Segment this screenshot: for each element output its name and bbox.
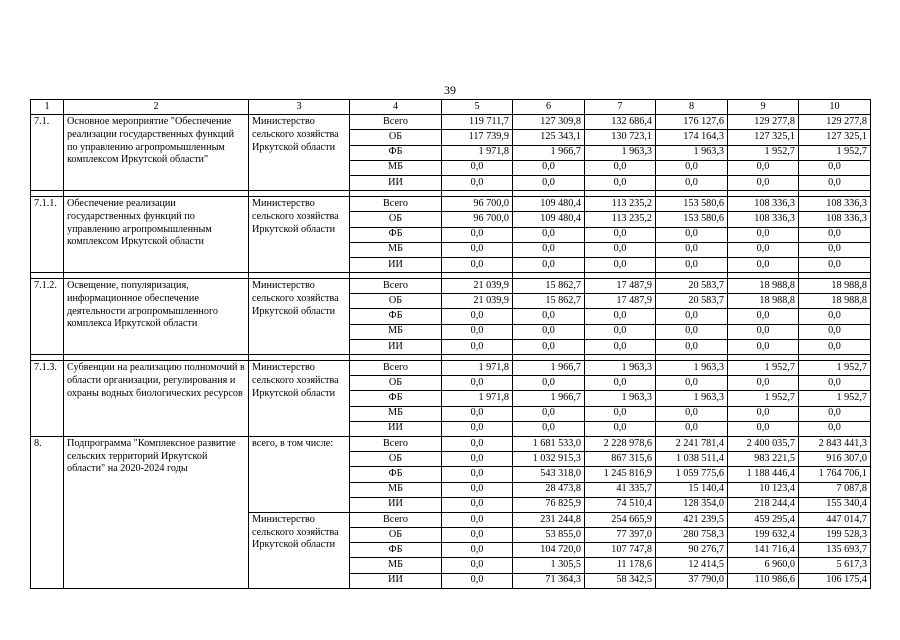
amount-cell: 0,0 bbox=[442, 324, 513, 339]
funding-source: Всего bbox=[350, 361, 442, 376]
amount-cell: 74 510,4 bbox=[585, 497, 656, 512]
amount-cell: 109 480,4 bbox=[513, 197, 585, 212]
amount-cell: 1 681 533,0 bbox=[513, 436, 585, 451]
amount-cell: 0,0 bbox=[442, 558, 513, 573]
amount-cell: 0,0 bbox=[728, 421, 799, 436]
header-cell: 5 bbox=[442, 100, 513, 115]
amount-cell: 15 140,4 bbox=[656, 482, 728, 497]
amount-cell: 76 825,9 bbox=[513, 497, 585, 512]
funding-source: ОБ bbox=[350, 130, 442, 145]
amount-cell: 58 342,5 bbox=[585, 573, 656, 588]
amount-cell: 0,0 bbox=[728, 257, 799, 272]
amount-cell: 0,0 bbox=[442, 421, 513, 436]
page-number: 39 bbox=[444, 83, 456, 97]
amount-cell: 0,0 bbox=[728, 227, 799, 242]
table-row bbox=[31, 197, 871, 212]
amount-cell: 0,0 bbox=[585, 421, 656, 436]
amount-cell: 77 397,0 bbox=[585, 528, 656, 543]
amount-cell: 0,0 bbox=[513, 324, 585, 339]
amount-cell: 106 175,4 bbox=[799, 573, 871, 588]
executor-cell: Министерство сельского хозяйства Иркутской области bbox=[249, 361, 350, 437]
amount-cell: 0,0 bbox=[728, 324, 799, 339]
amount-cell: 0,0 bbox=[442, 452, 513, 467]
funding-source: Всего bbox=[350, 279, 442, 294]
amount-cell: 141 716,4 bbox=[728, 543, 799, 558]
amount-cell: 6 960,0 bbox=[728, 558, 799, 573]
amount-cell: 1 952,7 bbox=[728, 145, 799, 160]
amount-cell: 0,0 bbox=[442, 512, 513, 527]
amount-cell: 0,0 bbox=[585, 227, 656, 242]
amount-cell: 0,0 bbox=[799, 406, 871, 421]
amount-cell: 0,0 bbox=[656, 227, 728, 242]
amount-cell: 0,0 bbox=[656, 309, 728, 324]
header-cell: 6 bbox=[513, 100, 585, 115]
budget-table bbox=[30, 99, 871, 589]
amount-cell: 983 221,5 bbox=[728, 452, 799, 467]
funding-source: Всего bbox=[350, 197, 442, 212]
amount-cell: 1 188 446,4 bbox=[728, 467, 799, 482]
executor-cell: Министерство сельского хозяйства Иркутской области bbox=[249, 197, 350, 273]
amount-cell: 2 843 441,3 bbox=[799, 436, 871, 451]
section-name: Основное мероприятие "Обеспечение реализации государственных функций по управлению агропромышленным комплексом Иркутской области" bbox=[64, 115, 249, 191]
amount-cell: 0,0 bbox=[442, 175, 513, 190]
amount-cell: 0,0 bbox=[728, 406, 799, 421]
header-cell: 8 bbox=[656, 100, 728, 115]
amount-cell: 0,0 bbox=[585, 160, 656, 175]
amount-cell: 129 277,8 bbox=[728, 115, 799, 130]
funding-source: Всего bbox=[350, 512, 442, 527]
amount-cell: 1 764 706,1 bbox=[799, 467, 871, 482]
amount-cell: 2 241 781,4 bbox=[656, 436, 728, 451]
amount-cell: 543 318,0 bbox=[513, 467, 585, 482]
amount-cell: 1 059 775,6 bbox=[656, 467, 728, 482]
amount-cell: 0,0 bbox=[442, 339, 513, 354]
amount-cell: 37 790,0 bbox=[656, 573, 728, 588]
amount-cell: 127 325,1 bbox=[799, 130, 871, 145]
amount-cell: 0,0 bbox=[728, 160, 799, 175]
amount-cell: 108 336,3 bbox=[728, 212, 799, 227]
amount-cell: 0,0 bbox=[513, 227, 585, 242]
amount-cell: 0,0 bbox=[799, 175, 871, 190]
amount-cell: 1 971,8 bbox=[442, 145, 513, 160]
funding-source: ИИ bbox=[350, 497, 442, 512]
amount-cell: 21 039,9 bbox=[442, 294, 513, 309]
amount-cell: 20 583,7 bbox=[656, 279, 728, 294]
amount-cell: 0,0 bbox=[513, 309, 585, 324]
amount-cell: 0,0 bbox=[728, 175, 799, 190]
section-number: 7.1.3. bbox=[31, 361, 64, 437]
amount-cell: 104 720,0 bbox=[513, 543, 585, 558]
amount-cell: 0,0 bbox=[513, 257, 585, 272]
amount-cell: 135 693,7 bbox=[799, 543, 871, 558]
amount-cell: 18 988,8 bbox=[799, 294, 871, 309]
amount-cell: 0,0 bbox=[585, 376, 656, 391]
funding-source: ФБ bbox=[350, 227, 442, 242]
amount-cell: 129 277,8 bbox=[799, 115, 871, 130]
funding-source: ФБ bbox=[350, 145, 442, 160]
amount-cell: 10 123,4 bbox=[728, 482, 799, 497]
amount-cell: 0,0 bbox=[656, 324, 728, 339]
funding-source: МБ bbox=[350, 558, 442, 573]
amount-cell: 0,0 bbox=[656, 242, 728, 257]
header-cell: 1 bbox=[31, 100, 64, 115]
amount-cell: 1 963,3 bbox=[656, 361, 728, 376]
amount-cell: 0,0 bbox=[585, 309, 656, 324]
amount-cell: 108 336,3 bbox=[799, 197, 871, 212]
table-row bbox=[31, 279, 871, 294]
funding-source: ФБ bbox=[350, 309, 442, 324]
amount-cell: 12 414,5 bbox=[656, 558, 728, 573]
amount-cell: 1 245 816,9 bbox=[585, 467, 656, 482]
amount-cell: 0,0 bbox=[442, 436, 513, 451]
amount-cell: 0,0 bbox=[442, 482, 513, 497]
amount-cell: 1 963,3 bbox=[585, 361, 656, 376]
amount-cell: 1 952,7 bbox=[728, 361, 799, 376]
amount-cell: 0,0 bbox=[513, 406, 585, 421]
amount-cell: 113 235,2 bbox=[585, 212, 656, 227]
funding-source: ОБ bbox=[350, 294, 442, 309]
amount-cell: 0,0 bbox=[442, 376, 513, 391]
amount-cell: 0,0 bbox=[585, 406, 656, 421]
funding-source: ОБ bbox=[350, 376, 442, 391]
amount-cell: 96 700,0 bbox=[442, 212, 513, 227]
section-number: 7.1.2. bbox=[31, 279, 64, 355]
amount-cell: 0,0 bbox=[799, 339, 871, 354]
amount-cell: 0,0 bbox=[656, 257, 728, 272]
amount-cell: 17 487,9 bbox=[585, 279, 656, 294]
amount-cell: 0,0 bbox=[513, 376, 585, 391]
amount-cell: 0,0 bbox=[513, 421, 585, 436]
funding-source: ИИ bbox=[350, 573, 442, 588]
table-row bbox=[31, 436, 871, 451]
header-cell: 10 bbox=[799, 100, 871, 115]
table-row bbox=[31, 361, 871, 376]
amount-cell: 20 583,7 bbox=[656, 294, 728, 309]
amount-cell: 130 723,1 bbox=[585, 130, 656, 145]
executor-cell: Министерство сельского хозяйства Иркутской области bbox=[249, 115, 350, 191]
amount-cell: 1 952,7 bbox=[728, 391, 799, 406]
amount-cell: 0,0 bbox=[728, 309, 799, 324]
section-number: 7.1. bbox=[31, 115, 64, 191]
amount-cell: 0,0 bbox=[442, 406, 513, 421]
amount-cell: 153 580,6 bbox=[656, 197, 728, 212]
amount-cell: 15 862,7 bbox=[513, 279, 585, 294]
funding-source: ОБ bbox=[350, 452, 442, 467]
amount-cell: 176 127,6 bbox=[656, 115, 728, 130]
amount-cell: 125 343,1 bbox=[513, 130, 585, 145]
amount-cell: 0,0 bbox=[513, 339, 585, 354]
amount-cell: 1 305,5 bbox=[513, 558, 585, 573]
funding-source: ОБ bbox=[350, 528, 442, 543]
amount-cell: 0,0 bbox=[799, 309, 871, 324]
amount-cell: 0,0 bbox=[585, 175, 656, 190]
amount-cell: 0,0 bbox=[442, 497, 513, 512]
amount-cell: 0,0 bbox=[728, 242, 799, 257]
amount-cell: 96 700,0 bbox=[442, 197, 513, 212]
amount-cell: 109 480,4 bbox=[513, 212, 585, 227]
executor-cell: Министерство сельского хозяйства Иркутской области bbox=[249, 279, 350, 355]
amount-cell: 0,0 bbox=[442, 227, 513, 242]
amount-cell: 1 966,7 bbox=[513, 145, 585, 160]
amount-cell: 199 632,4 bbox=[728, 528, 799, 543]
amount-cell: 21 039,9 bbox=[442, 279, 513, 294]
amount-cell: 1 952,7 bbox=[799, 391, 871, 406]
funding-source: ФБ bbox=[350, 391, 442, 406]
table-row bbox=[31, 115, 871, 130]
amount-cell: 1 963,3 bbox=[656, 391, 728, 406]
amount-cell: 0,0 bbox=[799, 324, 871, 339]
amount-cell: 1 032 915,3 bbox=[513, 452, 585, 467]
section-name: Субвенции на реализацию полномочий в области организации, регулирования и охраны водных биологических ресурсов bbox=[64, 361, 249, 437]
amount-cell: 113 235,2 bbox=[585, 197, 656, 212]
funding-source: ИИ bbox=[350, 257, 442, 272]
amount-cell: 108 336,3 bbox=[728, 197, 799, 212]
amount-cell: 0,0 bbox=[585, 242, 656, 257]
amount-cell: 254 665,9 bbox=[585, 512, 656, 527]
funding-source: ФБ bbox=[350, 543, 442, 558]
amount-cell: 0,0 bbox=[799, 257, 871, 272]
amount-cell: 867 315,6 bbox=[585, 452, 656, 467]
amount-cell: 0,0 bbox=[656, 406, 728, 421]
amount-cell: 53 855,0 bbox=[513, 528, 585, 543]
header-cell: 7 bbox=[585, 100, 656, 115]
amount-cell: 0,0 bbox=[799, 242, 871, 257]
amount-cell: 127 309,8 bbox=[513, 115, 585, 130]
amount-cell: 0,0 bbox=[513, 160, 585, 175]
funding-source: ИИ bbox=[350, 421, 442, 436]
section-name: Обеспечение реализации государственных функций по управлению агропромышленным комплексом Иркутской области bbox=[64, 197, 249, 273]
amount-cell: 28 473,8 bbox=[513, 482, 585, 497]
funding-source: МБ bbox=[350, 160, 442, 175]
amount-cell: 1 971,8 bbox=[442, 361, 513, 376]
funding-source: МБ bbox=[350, 324, 442, 339]
funding-source: МБ bbox=[350, 242, 442, 257]
amount-cell: 18 988,8 bbox=[728, 279, 799, 294]
amount-cell: 0,0 bbox=[656, 160, 728, 175]
funding-source: МБ bbox=[350, 482, 442, 497]
executor-cell: Министерство сельского хозяйства Иркутской области bbox=[249, 512, 350, 588]
header-cell: 2 bbox=[64, 100, 249, 115]
amount-cell: 71 364,3 bbox=[513, 573, 585, 588]
amount-cell: 15 862,7 bbox=[513, 294, 585, 309]
amount-cell: 0,0 bbox=[585, 324, 656, 339]
amount-cell: 0,0 bbox=[656, 376, 728, 391]
amount-cell: 0,0 bbox=[799, 421, 871, 436]
amount-cell: 280 758,3 bbox=[656, 528, 728, 543]
section-number: 8. bbox=[31, 436, 64, 588]
amount-cell: 0,0 bbox=[442, 309, 513, 324]
amount-cell: 231 244,8 bbox=[513, 512, 585, 527]
amount-cell: 0,0 bbox=[799, 376, 871, 391]
amount-cell: 18 988,8 bbox=[799, 279, 871, 294]
amount-cell: 2 228 978,6 bbox=[585, 436, 656, 451]
amount-cell: 459 295,4 bbox=[728, 512, 799, 527]
amount-cell: 132 686,4 bbox=[585, 115, 656, 130]
amount-cell: 1 952,7 bbox=[799, 361, 871, 376]
funding-source: ОБ bbox=[350, 212, 442, 227]
amount-cell: 5 617,3 bbox=[799, 558, 871, 573]
amount-cell: 18 988,8 bbox=[728, 294, 799, 309]
amount-cell: 153 580,6 bbox=[656, 212, 728, 227]
header-cell: 4 bbox=[350, 100, 442, 115]
amount-cell: 17 487,9 bbox=[585, 294, 656, 309]
section-name: Освещение, популяризация, информационное обеспечение деятельности агропромышленного комплекса Иркутской области bbox=[64, 279, 249, 355]
amount-cell: 2 400 035,7 bbox=[728, 436, 799, 451]
amount-cell: 1 963,3 bbox=[585, 391, 656, 406]
amount-cell: 1 963,3 bbox=[585, 145, 656, 160]
amount-cell: 0,0 bbox=[442, 543, 513, 558]
amount-cell: 0,0 bbox=[799, 227, 871, 242]
amount-cell: 0,0 bbox=[585, 257, 656, 272]
funding-source: ИИ bbox=[350, 175, 442, 190]
amount-cell: 7 087,8 bbox=[799, 482, 871, 497]
amount-cell: 421 239,5 bbox=[656, 512, 728, 527]
amount-cell: 0,0 bbox=[656, 339, 728, 354]
header-cell: 3 bbox=[249, 100, 350, 115]
amount-cell: 1 966,7 bbox=[513, 361, 585, 376]
section-name: Подпрограмма "Комплексное развитие сельских территорий Иркутской области" на 2020-2024 годы bbox=[64, 436, 249, 588]
amount-cell: 0,0 bbox=[442, 160, 513, 175]
amount-cell: 107 747,8 bbox=[585, 543, 656, 558]
header-row bbox=[31, 100, 871, 115]
amount-cell: 0,0 bbox=[513, 175, 585, 190]
amount-cell: 0,0 bbox=[442, 242, 513, 257]
amount-cell: 1 971,8 bbox=[442, 391, 513, 406]
amount-cell: 155 340,4 bbox=[799, 497, 871, 512]
amount-cell: 0,0 bbox=[513, 242, 585, 257]
amount-cell: 119 711,7 bbox=[442, 115, 513, 130]
amount-cell: 218 244,4 bbox=[728, 497, 799, 512]
amount-cell: 108 336,3 bbox=[799, 212, 871, 227]
amount-cell: 11 178,6 bbox=[585, 558, 656, 573]
amount-cell: 0,0 bbox=[656, 175, 728, 190]
amount-cell: 174 164,3 bbox=[656, 130, 728, 145]
funding-source: ФБ bbox=[350, 467, 442, 482]
amount-cell: 110 986,6 bbox=[728, 573, 799, 588]
amount-cell: 0,0 bbox=[585, 339, 656, 354]
funding-source: Всего bbox=[350, 115, 442, 130]
amount-cell: 0,0 bbox=[442, 467, 513, 482]
executor-cell: всего, в том числе: bbox=[249, 436, 350, 512]
header-cell: 9 bbox=[728, 100, 799, 115]
amount-cell: 0,0 bbox=[728, 376, 799, 391]
amount-cell: 1 963,3 bbox=[656, 145, 728, 160]
amount-cell: 0,0 bbox=[442, 573, 513, 588]
amount-cell: 128 354,0 bbox=[656, 497, 728, 512]
amount-cell: 916 307,0 bbox=[799, 452, 871, 467]
amount-cell: 41 335,7 bbox=[585, 482, 656, 497]
amount-cell: 0,0 bbox=[442, 528, 513, 543]
funding-source: ИИ bbox=[350, 339, 442, 354]
amount-cell: 1 952,7 bbox=[799, 145, 871, 160]
amount-cell: 127 325,1 bbox=[728, 130, 799, 145]
amount-cell: 1 966,7 bbox=[513, 391, 585, 406]
amount-cell: 0,0 bbox=[799, 160, 871, 175]
amount-cell: 0,0 bbox=[656, 421, 728, 436]
amount-cell: 117 739,9 bbox=[442, 130, 513, 145]
amount-cell: 0,0 bbox=[728, 339, 799, 354]
section-number: 7.1.1. bbox=[31, 197, 64, 273]
funding-source: Всего bbox=[350, 436, 442, 451]
amount-cell: 0,0 bbox=[442, 257, 513, 272]
amount-cell: 447 014,7 bbox=[799, 512, 871, 527]
amount-cell: 1 038 511,4 bbox=[656, 452, 728, 467]
amount-cell: 199 528,3 bbox=[799, 528, 871, 543]
funding-source: МБ bbox=[350, 406, 442, 421]
amount-cell: 90 276,7 bbox=[656, 543, 728, 558]
